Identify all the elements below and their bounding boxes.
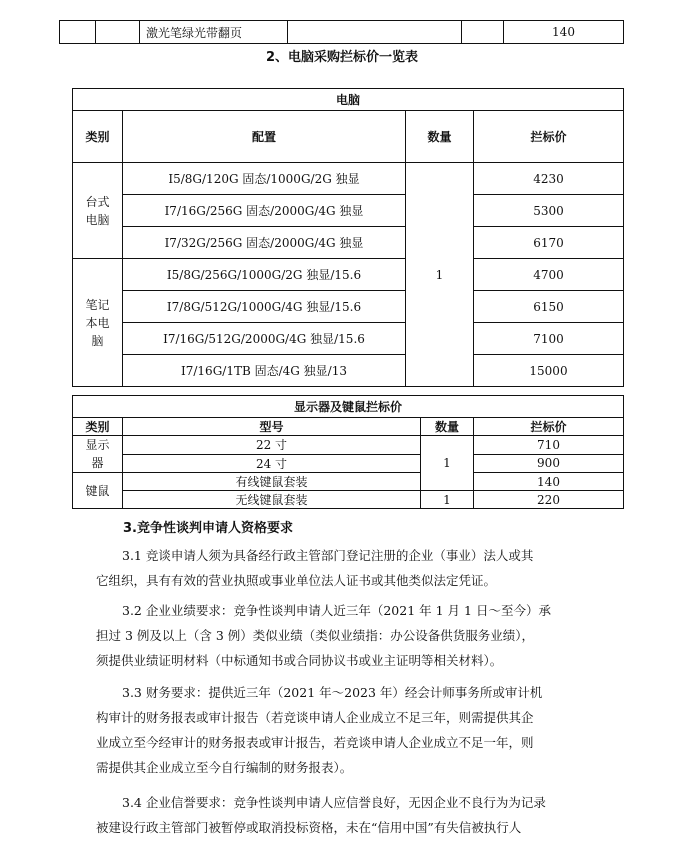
- section-2-title: 2、电脑采购拦标价一览表: [265, 50, 419, 65]
- header-model: 型号: [123, 418, 421, 436]
- model-cell: 24 寸: [123, 454, 421, 473]
- price-cell: 710: [474, 436, 624, 455]
- header-category: 类别: [73, 111, 123, 163]
- table-row: [73, 473, 624, 491]
- table-caption: 显示器及键鼠拦标价: [73, 396, 624, 418]
- table-row: [73, 355, 624, 387]
- paragraph-3-4: 3.4 企业信誉要求：竞争性谈判申请人应信誉良好，无因企业不良行为为记录 被建设行政主管部门被暂停或取消投标资格，未在“信用中国”有失信被执行人: [96, 795, 546, 835]
- price-cell: 6170: [474, 227, 624, 259]
- price-cell: 140: [474, 473, 624, 491]
- paragraph-3-3: 3.3 财务要求：提供近三年（2021 年～2023 年）经会计师事务所或审计机 构审计的财务报表或审计报告（若竞谈申请人企业成立不足三年，则需提供其企 业成立至今经审计的财务报表或审计报告，若竞谈申请人企业成立不足一年，则 需提供其企业成立至今自行编制的财务报表）。: [96, 685, 543, 775]
- table-row: [73, 259, 624, 291]
- price-cell: 4700: [474, 259, 624, 291]
- price-cell: 900: [474, 454, 624, 473]
- quantity-cell: 1: [406, 163, 474, 387]
- header-price: 拦标价: [474, 111, 624, 163]
- model-cell: 有线键鼠套装: [123, 473, 421, 491]
- table-caption: 电脑: [73, 89, 624, 111]
- model-cell: 22 寸: [123, 436, 421, 455]
- price-cell: 5300: [474, 195, 624, 227]
- item-cell: 激光笔绿光带翻页: [140, 21, 288, 44]
- header-config: 配置: [123, 111, 406, 163]
- config-cell: I5/8G/256G/1000G/2G 独显/15.6: [123, 259, 406, 291]
- empty-cell: [60, 21, 96, 44]
- previous-table-last-row: [59, 20, 624, 44]
- table-row: [73, 454, 624, 473]
- section-3-title: 3.竞争性谈判申请人资格要求: [123, 521, 293, 536]
- model-cell: 无线键鼠套装: [123, 491, 421, 509]
- price-cell: 220: [474, 491, 624, 509]
- header-price: 拦标价: [474, 418, 624, 436]
- table-row: [73, 291, 624, 323]
- table-row: [73, 163, 624, 195]
- config-cell: I7/16G/256G 固态/2000G/4G 独显: [123, 195, 406, 227]
- monitor-keyboard-price-table: [72, 395, 624, 509]
- paragraph-3-2: 3.2 企业业绩要求：竞争性谈判申请人近三年（2021 年 1 月 1 日～至今）承 担过 3 例及以上（含 3 例）类似业绩（类似业绩指：办公设备供货服务业绩）， 须提供业绩证明材料（中标通知书或合同协议书或业主证明等相关材料）。: [96, 603, 551, 668]
- quantity-cell: 1: [421, 491, 474, 509]
- price-cell: 15000: [474, 355, 624, 387]
- table-row: [73, 436, 624, 455]
- price-cell: 4230: [474, 163, 624, 195]
- header-category: 类别: [73, 418, 123, 436]
- price-cell: 140: [504, 21, 624, 44]
- paragraph-3-1: 3.1 竞谈申请人须为具备经行政主管部门登记注册的企业（事业）法人或其 它组织，具有有效的营业执照或事业单位法人证书或其他类似法定凭证。: [96, 548, 534, 588]
- table-row: [73, 195, 624, 227]
- empty-cell: [462, 21, 504, 44]
- table-row: [73, 323, 624, 355]
- category-keyboard: 键鼠: [73, 473, 123, 509]
- table-row: [73, 227, 624, 259]
- config-cell: I7/16G/512G/2000G/4G 独显/15.6: [123, 323, 406, 355]
- header-quantity: 数量: [421, 418, 474, 436]
- config-cell: I7/8G/512G/1000G/4G 独显/15.6: [123, 291, 406, 323]
- empty-cell: [96, 21, 140, 44]
- header-quantity: 数量: [406, 111, 474, 163]
- config-cell: I7/16G/1TB 固态/4G 独显/13: [123, 355, 406, 387]
- price-cell: 6150: [474, 291, 624, 323]
- quantity-cell: 1: [421, 436, 474, 491]
- category-monitor: 显示器: [73, 436, 123, 473]
- category-laptop: 笔记本电脑: [73, 259, 123, 387]
- computer-price-table: [72, 88, 624, 387]
- category-desktop: 台式电脑: [73, 163, 123, 259]
- price-cell: 7100: [474, 323, 624, 355]
- empty-cell: [288, 21, 462, 44]
- config-cell: I5/8G/120G 固态/1000G/2G 独显: [123, 163, 406, 195]
- table-row: [73, 491, 624, 509]
- config-cell: I7/32G/256G 固态/2000G/4G 独显: [123, 227, 406, 259]
